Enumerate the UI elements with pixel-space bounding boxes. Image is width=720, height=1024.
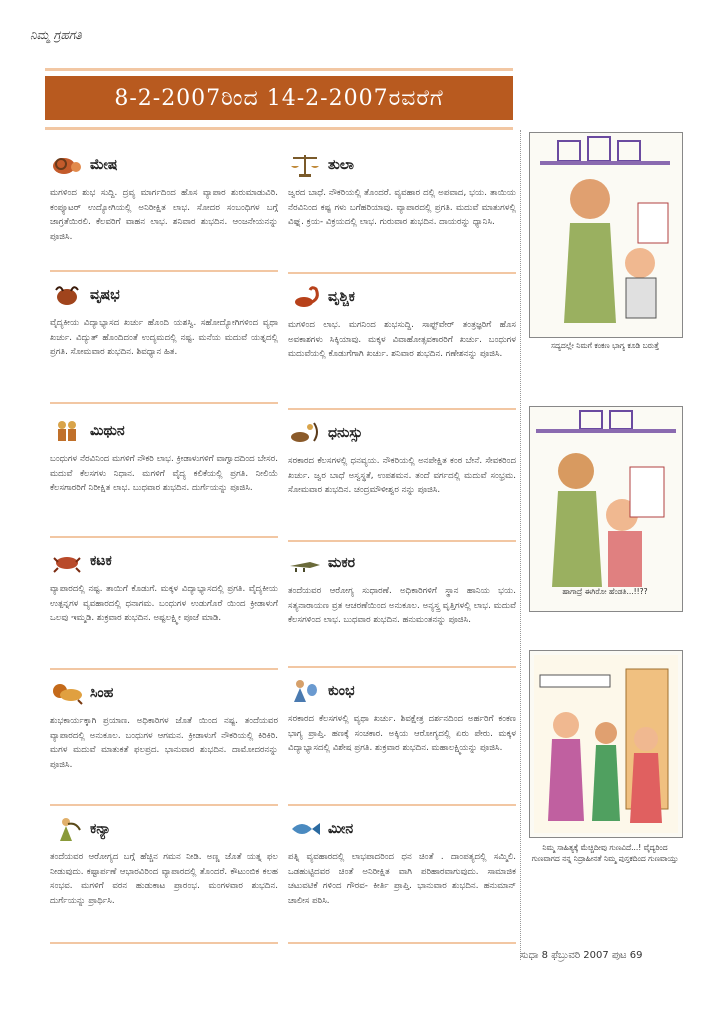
divider: [288, 540, 516, 542]
fish-icon: [288, 816, 322, 842]
sign-meena: [288, 814, 516, 908]
maiden-icon: [50, 816, 84, 842]
sign-name: ಕನ್ಯಾ: [90, 821, 111, 837]
sign-text: ಪತ್ನಿ ವ್ಯವಹಾರದಲ್ಲಿ ಲಾಭಪಾದರಿಂದ ಧನ ಚಿಂತೆ . ದಾಂಪತ್ಯದಲ್ಲಿ ಸಮ್ಮಿಲಿ. ಒಡಹುಟ್ಟಿದವರ ಚಿಂತೆ ಅನಿರೀಕ್ಷಿತ ವಾಗಿ ಪರಿಹಾರವಾಗುವುದು. ಸಾಮಾಜಿಕ ಚಟುವಟಿಕೆ ಗಳಿಂದ ಗೌರವ- ಕೀರ್ತಿ ಪ್ರಾಪ್ತಿ. ಭಾನುವಾರ ಶುಭದಿನ. ಹನುಮಾನ್ ಚಾಲೀಸ ಪಠಿಸಿ.: [288, 852, 516, 906]
divider: [288, 408, 516, 410]
sign-text: ವ್ಯಾಪಾರದಲ್ಲಿ ನಷ್ಟ. ತಾಯಿಗೆ ಕೊಡುಗೆ. ಮಕ್ಕಳ ವಿದ್ಯಾಭ್ಯಾಸದಲ್ಲಿ ಪ್ರಗತಿ. ವೈದ್ಯಕೀಯ ಉತ್ಪನ್ನಗಳ ವ್ಯವಹಾರದಲ್ಲಿ ಧನಾಗಮ. ಬಂಧುಗಳ ಉಡುಗೊರೆ ಯಿಂದ ಕ್ರೀಡಾಳುಗೆ ಒಲವು ಇಮ್ಮಡಿ. ಶುಕ್ರವಾರ ಶುಭದಿನ. ಅಷ್ಟಲಕ್ಷ್ಮೀ ಪೂಜೆ ಮಾಡಿ.: [50, 584, 278, 623]
sign-mithuna: [50, 416, 278, 496]
water-pot-icon: [288, 678, 322, 704]
sign-text: ಜ್ವರದ ಬಾಧೆ. ನೌಕರಿಯಲ್ಲಿ ತೊಂದರೆ. ವ್ಯವಹಾರ ದಲ್ಲಿ ಅಪವಾದ, ಭಯ. ತಾಯಿಯ ನೆರವಿನಿಂದ ಕಷ್ಟ ಗಳು ಬಗೆಹರಿಯಾವು. ವ್ಯಾಪಾರದಲ್ಲಿ ಪ್ರಗತಿ. ಮದುವೆ ಮಾತುಗಳಲ್ಲಿ ವಿಘ್ನ. ಕ್ರಯ- ವಿಕ್ರಯದಲ್ಲಿ ಲಾಭ. ಗುರುವಾರ ಶುಭದಿನ. ದಾಯರನ್ನು ಧ್ಯಾನಿಸಿ.: [288, 188, 516, 227]
sign-name: ಮಿಥುನ: [90, 423, 125, 439]
divider: [50, 942, 278, 944]
divider: [288, 942, 516, 944]
column-divider: [520, 130, 521, 960]
sign-name: ಸಿಂಹ: [90, 685, 114, 701]
sign-simha: [50, 678, 278, 772]
lion-icon: [50, 680, 84, 706]
ram-icon: [50, 152, 84, 178]
header-rule-top: [45, 68, 513, 71]
sign-text: ತಂದೆಯವರ ಆರೋಗ್ಯದ ಬಗ್ಗೆ ಹೆಚ್ಚಿನ ಗಮನ ನೀಡಿ. ಅಣ್ಣ ಜೊತೆ ಯತ್ನ ಫಲ ನೀಡುವುದು. ಕಷ್ಟಾರ್ಪಣೆ ಆಭಾರವಿರಿಂದ ವ್ಯಾಪಾರದಲ್ಲಿ ತೊಂದರೆ. ಕೌಟುಂಬಿಕ ಕಲಹ ಸಂಭವ. ಮಗಳಿಗೆ ವರನ ಹುಡುಕಾಟ ಪ್ರಾರಂಭ. ಮಂಗಳವಾರ ಶುಭದಿನ. ದುರ್ಗೆಯನ್ನು ಪ್ರಾರ್ಥಿಸಿ.: [50, 852, 278, 906]
cartoon-3-caption: ನಿಮ್ಮ ಸಾಹಿತ್ಯಕ್ಕೆ ಮೆಚ್ಚಿದೀವು ಗುಣವಿದೆ...! ವೈದ್ಯರಿಂದ ಗುಣವಾಗದ ನನ್ನ ನಿದ್ರಾಹೀನತೆ ನಿಮ್ಮ ಪುಸ್ತಕದಿಂದ ಗುಣವಾಯ್ತು: [531, 843, 679, 863]
sign-text: ಮಗಳಿಂದ ಲಾಭ. ಮಗನಿಂದ ಶುಭಸುದ್ದಿ. ಸಾಫ್ಟ್‌ವೇರ್ ತಂತ್ರಜ್ಞರಿಗೆ ಹೊಸ ಅವಕಾಶಗಳು ಸಿಕ್ಕಿಯಾವು. ಮಕ್ಕಳ ವಿವಾಹೋತ್ಸವಕಾರರಿಗೆ ಖರ್ಚು. ಬಂಧುಗಳ ಮದುವೆಯಲ್ಲಿ ಕೊಡುಗೆಗಾಗಿ ಖರ್ಚು. ಶನಿವಾರ ಶುಭದಿನ. ಗಣೇಶನನ್ನು ಪೂಜಿಸಿ.: [288, 320, 516, 359]
section-title: ನಿಮ್ಮ ಗ್ರಹಗತಿ: [30, 28, 82, 42]
cartoon-2: [529, 406, 683, 612]
sign-text: ಸರಕಾರದ ಕೆಲಸಗಳಲ್ಲಿ ವ್ಯಥಾ ಖರ್ಚು. ಶಿವಕ್ಷೇತ್ರ ದರ್ಶನದಿಂದ ಅರ್ಹರಿಗೆ ಕಂಕಣ ಭಾಗ್ಯ ಪ್ರಾಪ್ತಿ. ಹಣಕ್ಕೆ ಸಂಚಕಾರ. ಅಕ್ಕಿಯ ಆರೋಗ್ಯದಲ್ಲಿ ಏರು ಪೇರು. ಮಕ್ಕಳ ವಿದ್ಯಾಭ್ಯಾಸದಲ್ಲಿ ವಿಶೇಷ ಪ್ರಗತಿ. ಶುಕ್ರವಾರ ಶುಭದಿನ. ಮಹಾಲಕ್ಷ್ಮಿಯನ್ನು ಪೂಜಿಸಿ.: [288, 714, 516, 753]
sign-text: ಮಗಳಿಂದ ಶುಭ ಸುದ್ದಿ. ದ್ರವ್ಯ ಮಾರ್ಗದಿಂದ ಹೊಸ ವ್ಯಾಪಾರ ಶುರುಮಾಡುವಿರಿ. ಕಂಪ್ಯೂಟರ್ ಉದ್ಯೋಗಿಯಲ್ಲಿ ಅನಿರೀಕ್ಷಿತ ಲಾಭ. ಸೋದರ ಸಂಬಂಧಿಗಳ ಬಗ್ಗೆ ಜಾಗ್ರತೆಯಿರಲಿ. ಕೆಲವರಿಗೆ ವಾಹನ ಲಾಭ. ಶನಿವಾರ ಶುಭದಿನ. ಆಂಜನೇಯನನ್ನು ಪೂಜಿಸಿ.: [50, 188, 278, 242]
sign-name: ಮೇಷ: [90, 157, 118, 173]
sign-text: ಸರಕಾರದ ಕೆಲಸಗಳಲ್ಲಿ ಧನವ್ಯಯ. ನೌಕರಿಯಲ್ಲಿ ಅನಪೇಕ್ಷಿತ ಕಂಠ ಬೇನೆ. ಸೇವಕರಿಂದ ಖರ್ಚು. ಜ್ವರ ಬಾಧೆ ಅಸ್ವಸ್ಥತೆ, ಉಪಶಮನ. ತಂದೆ ವರ್ಗದಲ್ಲಿ ಮದುವೆ ಸಂಭ್ರಮ. ಸೋಮವಾರ ಶುಭದಿನ. ಚಂದ್ರಮೌಳೀಶ್ವರ ನನ್ನು ಪೂಜಿಸಿ.: [288, 456, 516, 495]
scorpion-icon: [288, 284, 322, 310]
date-range-banner: 8-2-2007ರಿಂದ 14-2-2007ರವರೆಗೆ: [45, 76, 513, 120]
page-footer: ಸುಧಾ 8 ಫೆಬ್ರುವರಿ 2007 ಪುಟ 69: [520, 950, 643, 961]
sign-kanya: [50, 814, 278, 908]
sign-name: ತುಲಾ: [328, 157, 354, 173]
divider: [50, 270, 278, 272]
sign-name: ಕಟಕ: [90, 553, 112, 569]
divider: [288, 272, 516, 274]
cartoon-1: [529, 132, 683, 338]
sign-name: ಕುಂಭ: [328, 683, 355, 699]
cartoon-doctor-illustration: [530, 651, 682, 837]
crocodile-icon: [288, 550, 322, 576]
divider: [50, 536, 278, 538]
archer-icon: [288, 420, 322, 446]
divider: [288, 804, 516, 806]
cartoon-astrologer-illustration: [530, 133, 682, 337]
divider: [50, 668, 278, 670]
sign-mesha: [50, 150, 278, 244]
sign-name: ವೃಶ್ಚಿಕ: [328, 289, 355, 305]
sign-name: ಮೀನ: [328, 821, 354, 837]
sign-vrishabha: [50, 280, 278, 360]
sign-text: ಶುಭಕಾರ್ಯಕ್ಕಾಗಿ ಪ್ರಯಾಣ. ಅಧಿಕಾರಿಗಳ ಜೊತೆ ಯಿಂದ ನಷ್ಟ. ತಂದೆಯವರ ವ್ಯಾಪಾರದಲ್ಲಿ ಅನುಕೂಲ. ಬಂಧುಗಳ ಆಗಮನ. ಕ್ರೀಡಾಳುಗೆ ನೌಕರಿಯಲ್ಲಿ ಕಿರಿಕಿರಿ. ಮಗಳ ಮದುವೆ ಮಾತುಕತೆ ಫಲಪ್ರದ. ಭಾನುವಾರ ಶುಭದಿನ. ದಾಮೋದರನನ್ನು ಪೂಜಿಸಿ.: [50, 716, 278, 770]
twins-icon: [50, 418, 84, 444]
divider: [288, 666, 516, 668]
sign-name: ಮಕರ: [328, 555, 356, 571]
sign-dhanus: [288, 418, 516, 498]
sign-makara: [288, 548, 516, 628]
header-rule-bottom: [45, 127, 513, 130]
bull-icon: [50, 282, 84, 308]
cartoon-1-caption: ಸದ್ಯದಲ್ಲೇ ನಿಮಗೆ ಕಂಕಣ ಭಾಗ್ಯ ಕೂಡಿ ಬರುತ್ತೆ: [551, 341, 659, 350]
sign-tula: [288, 150, 516, 230]
sign-text: ಬಂಧುಗಳ ನೆರವಿನಿಂದ ಮಗಳಿಗೆ ನೌಕರಿ ಲಾಭ. ಕ್ರೀಡಾಳುಗಳಿಗೆ ವಾಗ್ವಾದದಿಂದ ಬೇಸರ. ಮದುವೆ ಕೆಲಸಗಳು ನಿಧಾನ. ಮಗಳಿಗೆ ವೈದ್ಯ ಕಲಿಕೆಯಲ್ಲಿ ಪ್ರಗತಿ. ನೀಲಿಯೆ ಕೆಲಸಗಾರರಿಗೆ ನಿರೀಕ್ಷಿತ ಲಾಭ. ಬುಧವಾರ ಶುಭದಿನ. ದುರ್ಗೆಯನ್ನು ಪೂಜಿಸಿ.: [50, 454, 278, 493]
cartoon-2-caption: ಹಾಗಾದ್ರೆ ಈಗಿರೋ ಹೆಂಡತಿ...!!??: [562, 587, 648, 596]
cartoon-couple-illustration: [530, 407, 682, 611]
scales-icon: [288, 152, 322, 178]
sign-name: ಧನುಸ್ಸು: [328, 425, 363, 441]
sign-kumbha: [288, 676, 516, 756]
sign-vrischika: [288, 282, 516, 362]
divider: [50, 402, 278, 404]
sign-name: ವೃಷಭ: [90, 287, 120, 303]
divider: [50, 804, 278, 806]
sign-kataka: [50, 546, 278, 626]
cartoon-3: [529, 650, 683, 838]
sign-text: ವೈದ್ಯಕೀಯ ವಿದ್ಯಾಭ್ಯಾಸದ ಖರ್ಚು ಹೊಂದಿ ಯಶಸ್ವಿ. ಸಹೋದ್ಯೋಗಿಗಳಿಂದ ವ್ಯಥಾ ಖರ್ಚು. ವಿದ್ಯುತ್ ಹೊಂದಿದಂತೆ ಉದ್ಯಮದಲ್ಲಿ ನಷ್ಟ. ಮನೆಯ ಮದುವೆ ಯತ್ನದಲ್ಲಿ ಪ್ರಗತಿ. ಸೋಮವಾರ ಶುಭದಿನ. ಶಿವಧ್ಯಾನ ಹಿತ.: [50, 318, 278, 357]
sign-text: ತಂದೆಯವರ ಆರೋಗ್ಯ ಸುಧಾರಣೆ. ಅಧಿಕಾರಿಗಳಿಗೆ ಸ್ಥಾನ ಹಾನಿಯ ಭಯ. ಸತ್ಯನಾರಾಯಣ ವ್ರತ ಆಚರಣೆಯಿಂದ ಅನುಕೂಲ. ಅನ್ಯಸ್ತ್ರ ವೃತ್ತಿಗಳಲ್ಲಿ ಲಾಭ. ಮದುವೆ ಕೆಲಸಗಳಿಂದ ಲಾಭ. ಬುಧವಾರ ಶುಭದಿನ. ಹನುಮಂತನನ್ನು ಪೂಜಿಸಿ.: [288, 586, 516, 625]
crab-icon: [50, 548, 84, 574]
